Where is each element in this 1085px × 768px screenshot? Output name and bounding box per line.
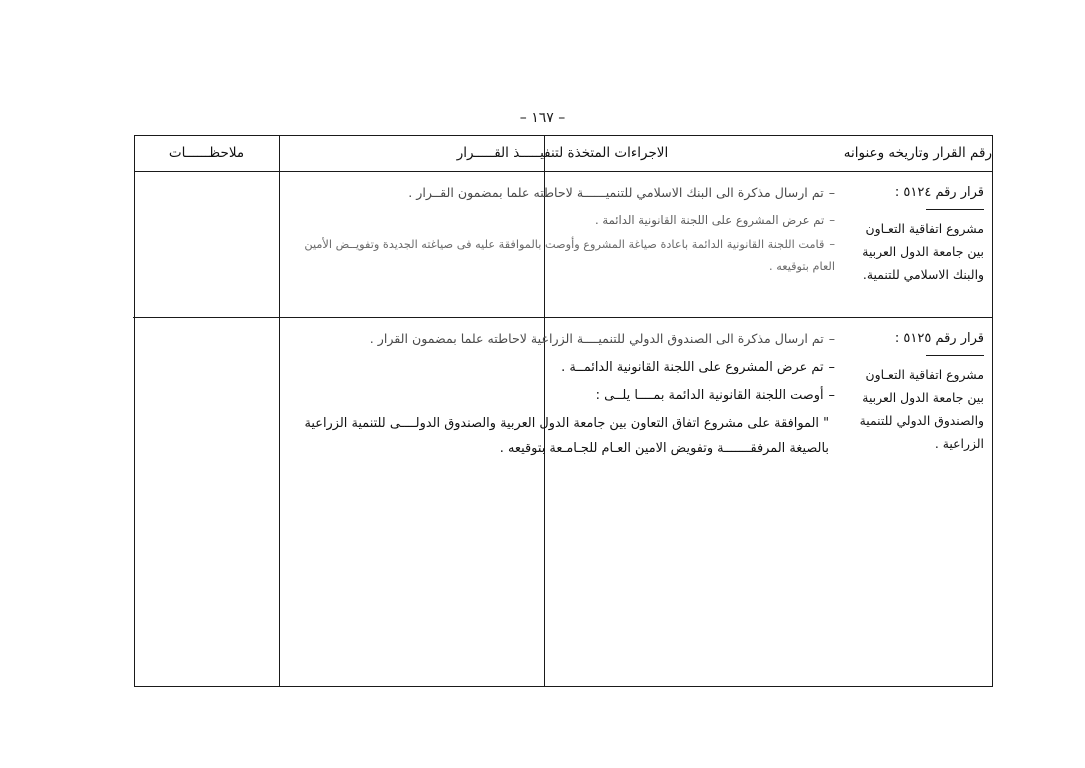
table-header-decision: رقم القرار وتاريخه وعنوانه: [843, 145, 992, 161]
table-header-notes: ملاحظــــــات: [168, 145, 245, 161]
dash-icon: –: [828, 359, 835, 375]
table-row: [845, 171, 992, 317]
notes-cell: [133, 171, 280, 688]
table-row: [845, 317, 992, 688]
decision-title-line: الزراعية .: [934, 436, 984, 452]
procedures-cell: [280, 317, 845, 688]
decision-number: قرار رقم ٥١٢٤ :: [894, 185, 984, 200]
procedure-item: –تم ارسال مذكرة الى الصندوق الدولي للتنميــــة الزراعية لاحاطته علما بمضمون القرار .: [290, 327, 835, 352]
dash-icon: –: [828, 331, 835, 346]
decision-title: [853, 364, 984, 456]
decision-number: قرار رقم ٥١٢٥ :: [894, 331, 984, 346]
decisions-table: [134, 135, 993, 687]
dash-icon: –: [829, 212, 835, 227]
dash-icon: –: [829, 238, 835, 252]
decision-title-line: مشروع اتفاقية التعـاون: [865, 221, 984, 237]
decision-title-line: والبنك الاسلامي للتنمية.: [862, 267, 984, 283]
procedure-item: –تم ارسال مذكرة الى البنك الاسلامي للتنميــــــة لاحاطته علما بمضمون القــرار .: [290, 181, 835, 206]
procedure-item: –تم عرض المشروع على اللجنة القانونية الدائمة .: [290, 209, 835, 232]
table-header-procedures: الاجراءات المتخذة لتنفيـــــذ القـــــرار: [456, 145, 669, 161]
procedures-cell: [280, 171, 845, 317]
decision-title-line: بين جامعة الدول العربية: [862, 390, 984, 406]
decision-title: [853, 218, 984, 287]
dash-icon: –: [828, 387, 835, 403]
procedure-item: –تم عرض المشروع على اللجنة القانونية الدائمــة .: [290, 355, 835, 380]
decision-underline: [926, 209, 984, 210]
procedure-recommendation: " الموافقة على مشروع اتفاق التعاون بين جامعة الدول العربية والصندوق الدولــــى للتنمية الزراعية بالصيغة المرفقـــــــة وتفويض الامين العـام للجـامـعة بتوقيعه .: [304, 415, 829, 457]
decision-title-line: بين جامعة الدول العربية: [862, 244, 984, 260]
decision-title-line: والصندوق الدولي للتنمية: [859, 413, 984, 429]
page-number: – ١٦٧ –: [519, 110, 566, 126]
decision-title-line: مشروع اتفاقية التعـاون: [865, 367, 984, 383]
dash-icon: –: [828, 185, 835, 200]
procedure-item: –قامت اللجنة القانونية الدائمة باعادة صياغة المشروع وأوصت بالموافقة عليه فى صياغته الجديدة وتفويــض الأمين العام بتوقيعه .: [290, 234, 835, 278]
decision-underline: [926, 355, 984, 356]
procedure-item: –أوصت اللجنة القانونية الدائمة بمــــا يلــى :: [290, 383, 835, 408]
